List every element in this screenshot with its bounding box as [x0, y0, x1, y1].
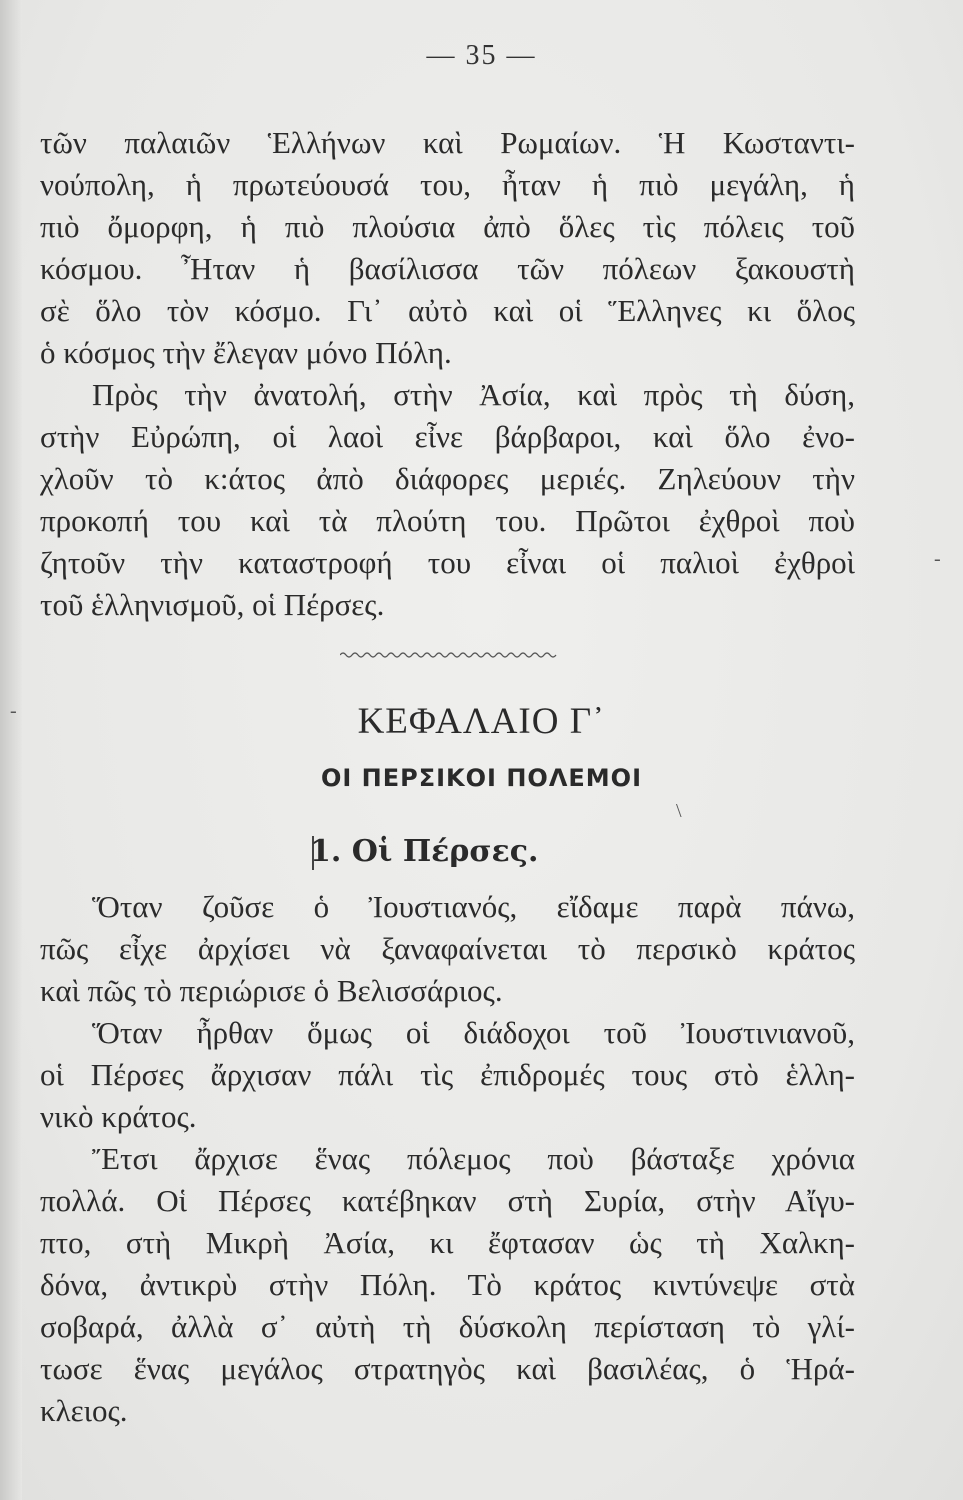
text-line: ζητοῦν τὴν καταστροφή του εἶναι οἱ παλιοὶ ἐχθροὶ [40, 545, 855, 580]
text-line: τωσε ἕνας μεγάλος στρατηγὸς καὶ βασιλέας, ὁ Ἡρά- [40, 1351, 855, 1386]
text-line: ὁ κόσμος τὴν ἔλεγαν μόνο Πόλη. [40, 335, 452, 370]
paragraph-1 [40, 122, 855, 374]
paragraph-3 [40, 886, 855, 1012]
text-line: πῶς εἶχε ἀρχίσει νὰ ξαναφαίνεται τὸ περσικὸ κράτος [40, 931, 855, 966]
text-line: νικὸ κράτος. [40, 1099, 197, 1134]
text-line: πιὸ ὄμορφη, ἡ πιὸ πλούσια ἀπὸ ὅλες τὶς πόλεις τοῦ [40, 209, 855, 244]
text-line: οἱ Πέρσες ἄρχισαν πάλι τὶς ἐπιδρομές τους στὸ ἑλλη- [40, 1057, 855, 1092]
text-line: πτο, στὴ Μικρὴ Ἀσία, κι ἔφτασαν ὡς τὴ Χαλκη- [40, 1225, 855, 1260]
text-line: καὶ πῶς τὸ περιώρισε ὁ Βελισσάριος. [40, 973, 503, 1008]
text-line: τοῦ ἑλληνισμοῦ, οἱ Πέρσες. [40, 587, 385, 622]
text-line: δόνα, ἀντικρὺ στὴν Πόλη. Τὸ κράτος κιντύνεψε στὰ [40, 1267, 855, 1302]
page-edge-shadow [0, 0, 22, 1500]
paragraph-5 [40, 1138, 855, 1432]
text-line: χλοῦν τὸ κ:άτος ἀπὸ διάφορες μεριές. Ζηλεύουν τὴν [40, 461, 855, 496]
chapter-title: ΚΕΦΑΛΑΙΟ Γ᾿ [357, 701, 606, 742]
margin-mark: - [934, 548, 941, 570]
chapter-subtitle: ΟΙ ΠΕΡΣΙΚΟΙ ΠΟΛΕΜΟΙ [320, 764, 643, 792]
paragraph-2 [40, 374, 855, 626]
text-line: κόσμου. Ἦταν ἡ βασίλισσα τῶν πόλεων ξακουστὴ [40, 251, 855, 286]
section-heading: 1. Οἱ Πέρσες. [310, 834, 539, 869]
text-line: Πρὸς τὴν ἀνατολή, στὴν Ἀσία, καὶ πρὸς τὴ δύση, [92, 377, 855, 412]
text-line: κλειος. [40, 1393, 128, 1428]
text-line: Ὅταν ἦρθαν ὅμως οἱ διάδοχοι τοῦ Ἰουστινιανοῦ, [92, 1015, 855, 1050]
text-line: Ὅταν ζοῦσε ὁ Ἰουστιανός, εἴδαμε παρὰ πάνω, [92, 889, 855, 924]
text-line: πολλά. Οἱ Πέρσες κατέβηκαν στὴ Συρία, στὴν Αἴγυ- [40, 1183, 855, 1218]
margin-mark: - [10, 700, 17, 722]
margin-mark: \ [676, 800, 682, 822]
text-line: σοβαρά, ἀλλὰ σ᾿ αὐτὴ τὴ δύσκολη περίσταση τὸ γλί- [40, 1309, 855, 1344]
page-number: — 35 — [426, 40, 537, 71]
text-line: νούπολη, ἡ πρωτεύουσά του, ἦταν ἡ πιὸ μεγάλη, ἡ [40, 167, 855, 202]
paragraph-4 [40, 1012, 855, 1138]
text-line: Ἔτσι ἄρχισε ἕνας πόλεμος ποὺ βάσταξε χρόνια [92, 1141, 855, 1176]
wavy-divider [340, 650, 560, 660]
text-line: προκοπή του καὶ τὰ πλούτη του. Πρῶτοι ἐχθροὶ ποὺ [40, 503, 855, 538]
text-line: στὴν Εὐρώπη, οἱ λαοὶ εἶνε βάρβαροι, καὶ ὅλο ἐνο- [40, 419, 855, 454]
text-line: σὲ ὅλο τὸν κόσμο. Γι᾿ αὐτὸ καὶ οἱ Ἕλληνες κι ὅλος [40, 293, 855, 328]
text-line: τῶν παλαιῶν Ἑλλήνων καὶ Ρωμαίων. Ἡ Κωσταντι- [40, 125, 855, 160]
